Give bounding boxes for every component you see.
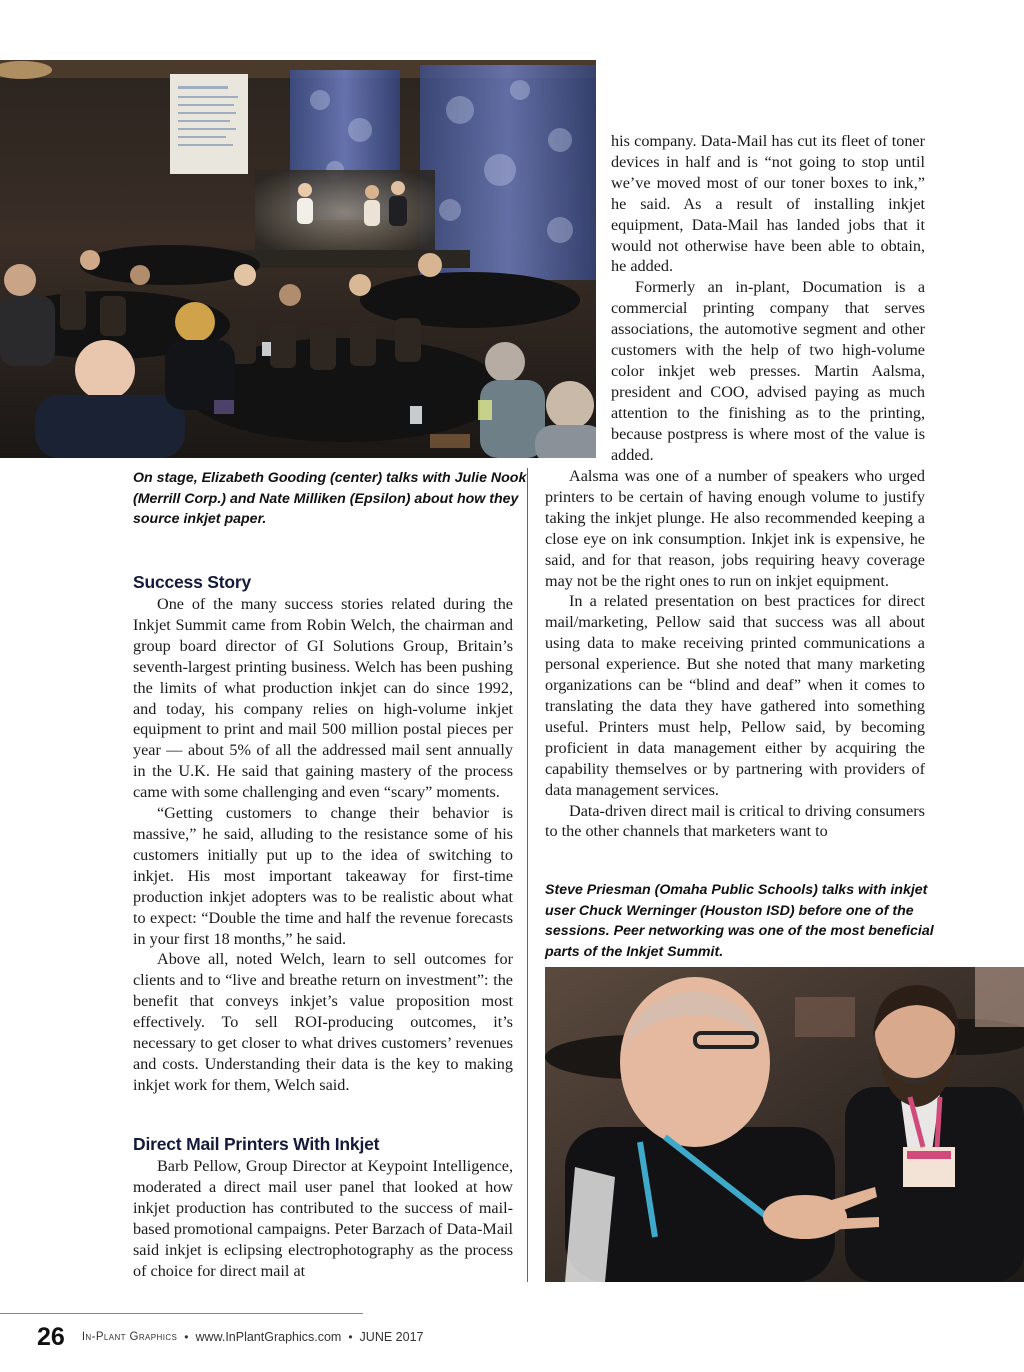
photo-networking-illustration (545, 967, 1024, 1282)
page-number: 26 (37, 1322, 65, 1351)
photo-conference-stage (0, 60, 596, 458)
section-heading-success-story: Success Story (133, 572, 252, 592)
paragraph: One of the many success stories related during the Inkjet Summit came from Robin Welch, the chairman and group board director of GI Solutions Group, Britain’s seventh-largest printing business. Welch has been pushing the limits of what production inkjet can do since 1992, and today, his company relies on high-volume inkjet equipment to print and mail 500 million postal pieces per year — about 5% of all the addressed mail sent annually in the U.K. He said that gaining mastery of the process came with some challenging and even “scary” moments. (133, 595, 513, 802)
paragraph: Data-driven direct mail is critical to driving consumers to the other channels that marketers want to (545, 801, 925, 841)
paragraph: Aalsma was one of a number of speakers who urged printers to be certain of having enough volume to justify taking the inkjet plunge. He also recommended keeping a close eye on ink consumption. Inkjet ink is expensive, he said, and for that reason, jobs requiring heavy coverage may not be the right ones to run on inkjet equipment. (545, 467, 925, 590)
paragraph: his company. Data-Mail has cut its fleet of toner devices in half and is “not going to stop until we’ve moved most of our toner boxes to ink,” he said. As a result of installing inkjet equipment, Data-Mail has landed jobs that it would not otherwise have been able to obtain, he added. (611, 132, 925, 276)
column-left-success-story (133, 571, 513, 1096)
footer-rule (0, 1313, 363, 1314)
website-link[interactable]: www.InPlantGraphics.com (195, 1330, 342, 1344)
footer-separator: • (348, 1330, 353, 1344)
issue-date: JUNE 2017 (359, 1330, 424, 1344)
photo2-caption: Steve Priesman (Omaha Public Schools) talks with inkjet user Chuck Werninger (Houston ISD) before one of the sessions. Peer networking was one of the most beneficial parts of the Inkjet Summit. (545, 882, 934, 960)
photo1-caption: On stage, Elizabeth Gooding (center) talks with Julie Nook (Merrill Corp.) and Nate Milliken (Epsilon) about how they source inkjet paper. (133, 470, 527, 528)
column-divider (527, 468, 528, 1282)
magazine-name: In-Plant Graphics (81, 1331, 178, 1343)
paragraph: In a related presentation on best practices for direct mail/marketing, Pellow said that success was all about using data to make receiving printed communications a personal experience. But she noted that many marketing organizations can be “blind and deaf” when it comes to translating the data they have gathered into something useful. Printers must help, Pellow said, by becoming proficient in data management either by acquiring the capability themselves or by partnering with providers of data management services. (545, 592, 925, 799)
photo-stage-illustration (0, 60, 596, 458)
column-right-top (611, 131, 925, 466)
paragraph: “Getting customers to change their behavior is massive,” he said, alluding to the resistance some of his customers initially put up to the idea of switching to inkjet. His most important takeaway for first-time production inkjet adopters was to be realistic about what to expect: “Double the time and half the revenue forecasts in your first 18 months,” he said. (133, 804, 513, 948)
footer-separator: • (184, 1330, 189, 1344)
paragraph: Formerly an in-plant, Documation is a commercial printing company that serves associations, the automotive segment and other customers with the help of two high-volume color inkjet web presses. Martin Aalsma, president and COO, advised paying as much attention to the finishing as to the printing, because postpress is where most of the value is added. (611, 278, 925, 464)
column-right-main (545, 466, 925, 842)
page-footer (37, 1322, 637, 1352)
paragraph: Barb Pellow, Group Director at Keypoint Intelligence, moderated a direct mail user panel that looked at how inkjet production has contributed to the success of mail-based promotional campaigns. Peter Barzach of Data-Mail said inkjet is eclipsing electrophotography as the process of choice for direct mail at (133, 1157, 513, 1280)
photo-peer-networking (545, 967, 1024, 1282)
paragraph: Above all, noted Welch, learn to sell outcomes for clients and to “live and breathe return on investment”: the benefit that conveys inkjet’s value proposition most effectively. To sell ROI-producing outcomes, it’s necessary to get closer to what drives customers’ revenues and costs. Understanding their data is the key to making inkjet work for them, Welch said. (133, 950, 513, 1094)
section-heading-direct-mail: Direct Mail Printers With Inkjet (133, 1134, 380, 1154)
column-left-direct-mail (133, 1133, 513, 1281)
